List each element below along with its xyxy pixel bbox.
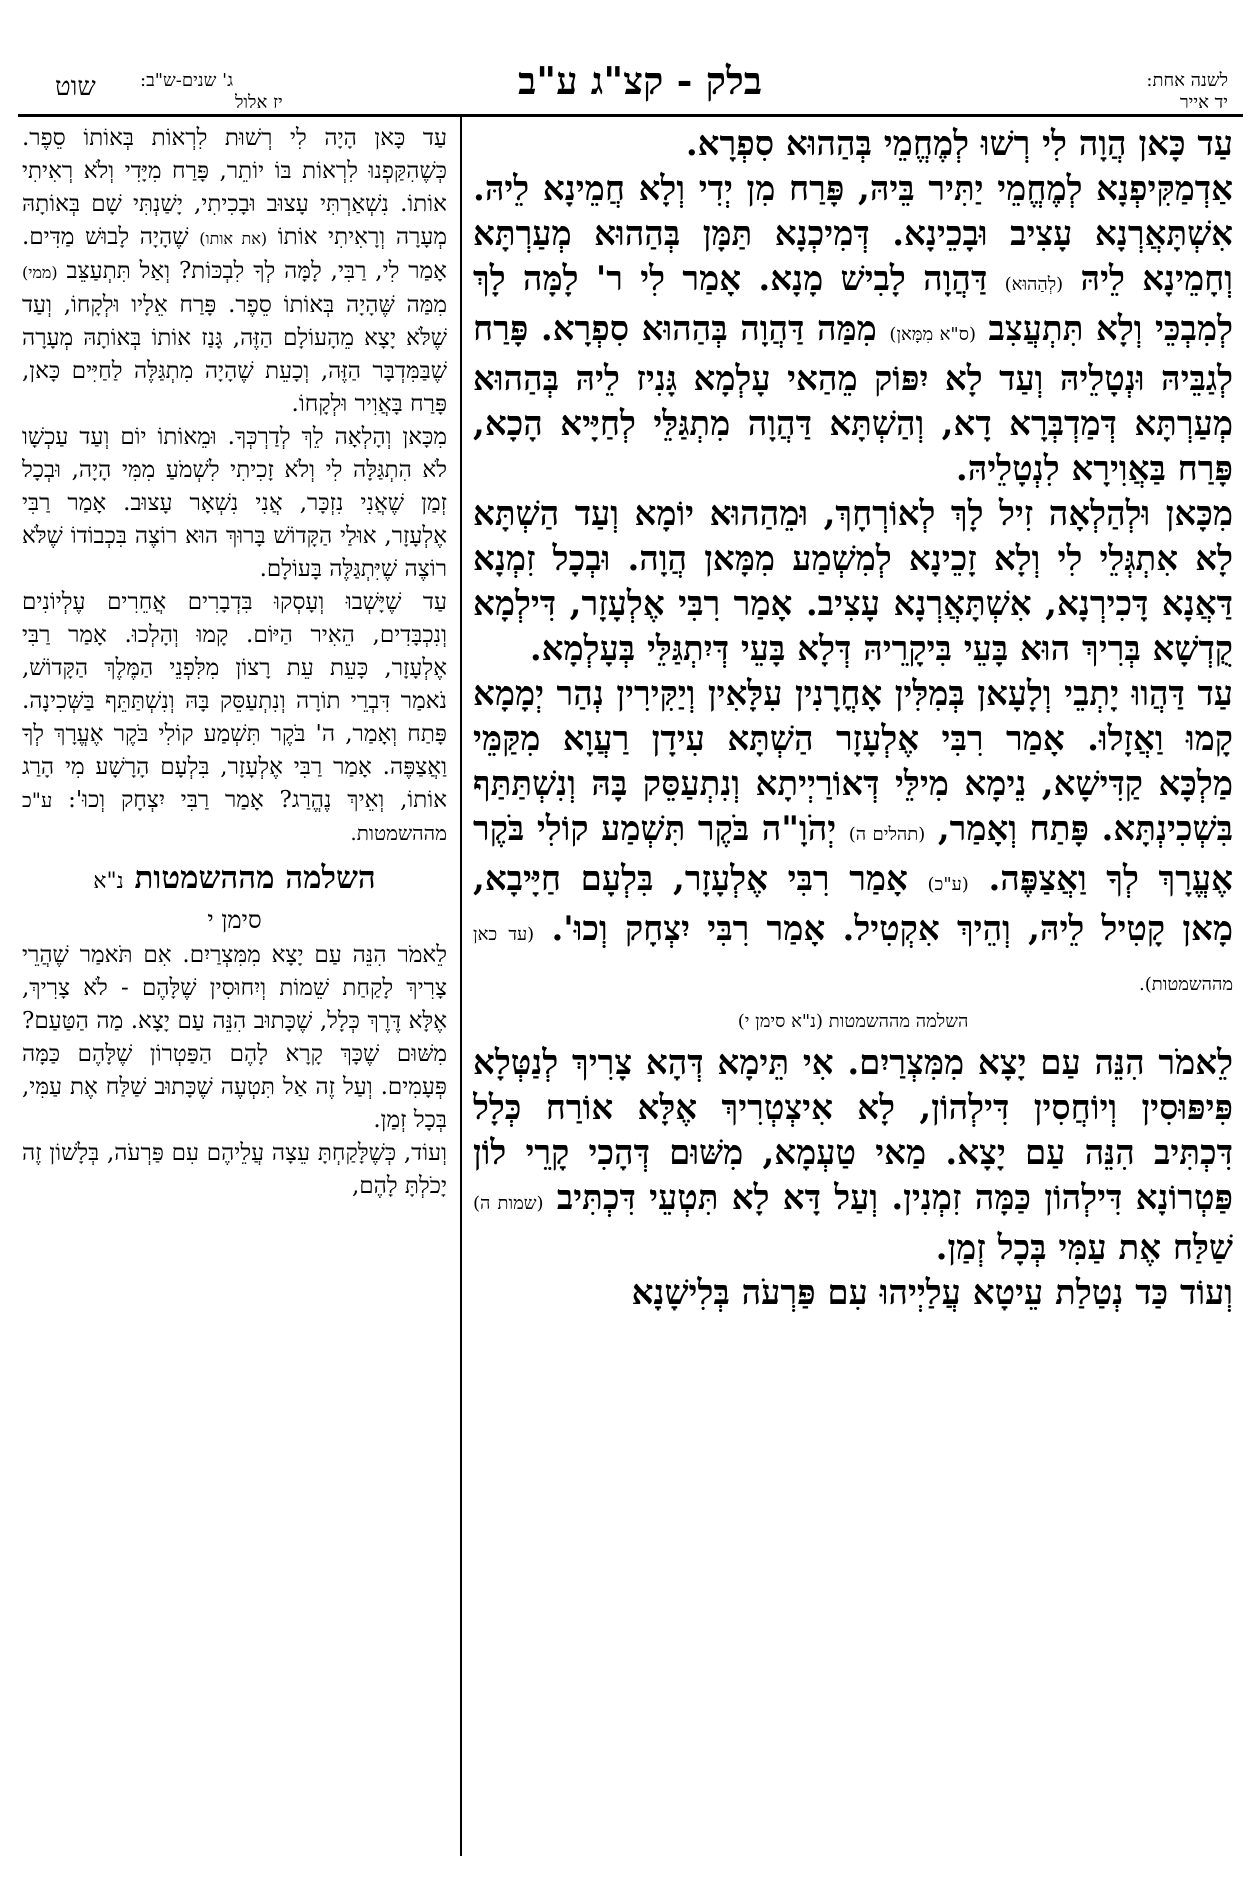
side-text: וְעוֹד, כְּשֶׁלָּקַחְתָּ עֵצָה עֲלֵיהֶם עִם פַּרְעֹה, בְּלָשׁוֹן זֶה יָכֹלְתָּ לָהֶם,: [22, 1140, 447, 1199]
header-date-3yr: יז אלול: [235, 92, 283, 113]
main-gloss: (ע"כ): [927, 874, 969, 895]
side-paragraph: [22, 421, 447, 586]
side-paragraph: [22, 122, 447, 421]
section-number: סימן י: [207, 906, 262, 934]
main-gloss: (תהלים ה): [848, 824, 926, 845]
column-divider: [460, 116, 462, 1856]
main-paragraph: [473, 122, 1233, 167]
page-title: בלק - קצ"ג ע"ב: [517, 58, 763, 103]
header-corner-label: שוט: [55, 72, 96, 102]
side-column-hebrew: [22, 122, 447, 1862]
main-text: מִכָּאן וּלְהַלְאָה זִיל לָךְ לְאוֹרְחָךְ, וּמֵהַהוּא יוֹמָא וְעַד הַשְׁתָּא לָא אִתְגְּלֵי לִי וְלָא זָכֵינָא לְמִשְׁמַע מִמָּאן הֲוָה. וּבְכָל זִמְנָא דַּאֲנָא דָּכִירְנָא, אִשְׁתָּאֲרְנָא עָצִיב. אָמַר רִבִּי אֶלְעָזָר, דִּילְמָא קֻדְשָׁא בְּרִיךְ הוּא בָּעֵי בִּיקָרֵיהּ דְּלָא בָּעֵי דְּיִתְגַּלֵּי בְּעָלְמָא.: [473, 494, 1233, 669]
main-text: לֵאמֹר הִנֵּה עַם יָצָא מִמִּצְרַיִם. אִי תֵּימָא דְּהָא צָרִיךְ לְנַטְּלָא פִּיפּוּסִין וְיוֹחֲסִין דִּילְהוֹן, לָא אִיצְטְרִיךְ אֶלָּא אוֹרַח כְּלָל דִּכְתִּיב הִנֵּה עַם יָצָא. מַאי טַעְמָא, מִשּׁוּם דְּהָכִי קָרֵי לוֹן פַּטְרוֹנָא דִּילְהוֹן כַּמָּה זִמְנִין. וְעַל דָּא לָא תִּטְעֵי דִּכְתִּיב: [473, 1043, 1233, 1218]
header-date-1yr: יד אייר: [1179, 92, 1228, 113]
main-paragraph: [473, 167, 1233, 492]
main-text: אַדְמַקִּיפְנָא לְמֶחֱמֵי יַתִּיר בֵּיהּ, פָּרַח מִן יְדִי וְלָא חֲמֵינָא לֵיהּ. אִשְׁתָּאֲרְנָא עָצִיב וּבָכֵינָא. דְּמִיכְנָא תַּמָּן בְּהַהוּא מְעַרְתָּא וְחָמֵינָא לֵיהּ: [473, 169, 1233, 299]
main-text: וְעוֹד כַּד נְטַלַת עֵיטָא עֲלַיְיהוּ עִם פַּרְעֹה בְּלִישָׁנָא: [631, 1273, 1233, 1313]
side-text: לֵאמֹר הִנֵּה עַם יָצָא מִמִּצְרַיִם. אִם תֹּאמַר שֶׁהֲרֵי צָרִיךְ לָקַחַת שֵׁמוֹת וְיִחוּסִין שֶׁלָּהֶם - לֹא צָרִיךְ, אֶלָּא דֶּרֶךְ כְּלָל, שֶׁכָּתוּב הִנֵּה עַם יָצָא. מַה הַטַּעַם? מִשּׁוּם שֶׁכָּךְ קָרָא לָהֶם הַפַּטְרוֹן שֶׁלָּהֶם כַּמָּה פְּעָמִים. וְעַל זֶה אַל תִּטְעֶה שֶׁכָּתוּב שַׁלַּח אֶת עַמִּי, בְּכָל זְמַן.: [22, 942, 447, 1133]
side-end-note: ע"כ מההשמטות.: [22, 788, 447, 845]
supplement-note: השלמה מההשמטות (נ"א סימן י): [737, 1011, 969, 1032]
main-paragraph: [473, 672, 1233, 1007]
main-paragraph: [473, 1271, 1233, 1316]
main-paragraph: [473, 492, 1233, 672]
main-text: אָמַר רִבִּי אֶלְעָזָר, בִּלְעָם חַיָּיבָא, מָאן קָטִיל לֵיהּ, וְהֵיךְ אִקְטִיל. אָמַר רִבִּי יִצְחָק וְכוּ'.: [473, 859, 1233, 949]
supplement-heading: [22, 860, 447, 896]
main-gloss: (עד כאן מההשמטות).: [473, 924, 1233, 995]
side-paragraph: [22, 1137, 447, 1203]
side-text: מִכָּאן וְהָלְאָה לֵךְ לְדַרְכְּךָ. וּמֵאוֹתוֹ יוֹם וְעַד עַכְשָׁו לֹא הִתְגַּלָּה לִי וְלֹא זָכִיתִי לִשְׁמֹעַ מִמִּי הָיָה, וּבְכָל זְמַן שֶׁאֲנִי נִזְכָּר, אֲנִי נִשְׁאָר עָצוּב. אָמַר רַבִּי אֶלְעָזָר, אוּלַי הַקָּדוֹשׁ בָּרוּךְ הוּא רוֹצֶה בִּכְבוֹדוֹ שֶׁלֹּא רוֹצֶה שֶׁיִּתְגַּלֶּה בָּעוֹלָם.: [22, 424, 447, 582]
side-text: מִמַּה שֶּׁהָיָה בְּאוֹתוֹ סֵפֶר. פָּרַח אֵלָיו וּלְקָחוֹ, וְעַד שֶׁלֹּא יָצָא מֵהָעוֹלָם הַזֶּה, גָּנַז אוֹתוֹ בְּאוֹתָהּ מְעָרָה שֶׁבַּמִּדְבָּר הַזֶּה, וְכָעֵת שֶׁהָיָה מִתְגַּלֶּה לַחַיִּים כָּאן, פָּרַח בָּאֲוִיר וּלְקָחוֹ.: [22, 292, 447, 417]
side-paragraph: [22, 586, 447, 850]
page-header: [0, 0, 1253, 113]
header-study-cycle-1yr: לשנה אחת:: [1146, 70, 1228, 91]
main-gloss: (לְהַהוּא): [1004, 274, 1064, 295]
side-paragraph: [22, 939, 447, 1137]
header-study-cycle-3yr: ג' שנים-ש"ב:: [140, 70, 234, 91]
main-text: דַּהֲוָה לָבִישׁ מָנָא. אָמַר לִי ר' לָמָּה לָךְ לְמִבְכֵּי וְלָא תִּתְעֲצִב: [473, 259, 1233, 349]
side-gloss: (את אותו): [199, 229, 268, 248]
supplement-tag: נ"א: [93, 869, 124, 894]
main-text: עַד דַּהֲווּ יָתְבֵי וְלָעָאן בְּמִלִּין אָחֳרָנִין עִלָּאִין וְיַקִּירִין נְהַר יְמָמָא קָמוּ וַאֲזָלוּ. אָמַר רִבִּי אֶלְעָזָר הַשְׁתָּא עִידָן רַעֲוָא מִקַּמֵּי מַלְכָּא קַדִּישָׁא, נֵימָא מִילֵּי דְּאוֹרַיְיתָא וְנִתְעַסֵּק בָּהּ וְנִשְׁתַּתַּף בִּשְׁכִינְתָּא. פָּתַח וְאָמַר,: [473, 674, 1233, 849]
supplement-title: השלמה מההשמטות: [134, 860, 376, 896]
main-column-aramaic: [473, 122, 1233, 1862]
main-text: שַׁלַּח אֶת עַמִּי בְּכָל זְמַן.: [935, 1228, 1233, 1268]
header-rule: [18, 114, 1243, 117]
side-text: עַד כָּאן הָיָה לִי רְשׁוּת לִרְאוֹת בְּאוֹתוֹ סֵפֶר. כְּשֶׁהִקַּפְנוּ לִרְאוֹת בּוֹ יוֹתֵר, פָּרַח מִיָּדִי וְלֹא רְאִיתִי אוֹתוֹ. נִשְׁאַרְתִּי עָצוּב וּבָכִיתִי, יָשַׁנְתִּי שָׁם בְּאוֹתָהּ מְעָרָה וְרָאִיתִי אוֹתוֹ: [22, 125, 447, 250]
main-text: מִמַּה דַּהֲוָה בְּהַהוּא סִפְרָא. פָּרַח לְגַבֵּיהּ וּנְטָלֵיהּ וְעַד לָא יִפּוֹק מֵהַאי עָלְמָא גָּנִיז לֵיהּ בְּהַהוּא מְעַרְתָּא דְּמַדְבְּרָא דָא, וְהַשְׁתָּא דַּהֲוָה מִתְגַּלֵּי לְחַיָּיא הָכָא, פָּרַח בַּאֲוִירָא לִנְטָלֵיהּ.: [473, 309, 1233, 489]
main-text: יְהֹוָ"ה בֹּקֶר תִּשְׁמַע קוֹלִי בֹּקֶר אֶעֱרָךְ לְךָ וַאֲצַפֶּה.: [473, 809, 1233, 899]
side-text: שֶׁהָיָה לָבוּשׁ מַדִּים. אָמַר לִי, רַבִּי, לָמָּה לְךָ לִבְכּוֹת? וְאַל תִּתְעַצֵּב: [22, 224, 447, 284]
main-gloss: (שמות ה): [473, 1193, 544, 1214]
main-gloss: (ס"א מִמָּאן): [889, 324, 976, 345]
main-text: עַד כָּאן הֲוָה לִי רְשׁוּ לְמֶחֱמֵי בְּהַהוּא סִפְרָא.: [685, 124, 1233, 164]
side-text: עַד שֶׁיָּשְׁבוּ וְעָסְקוּ בִּדְבָרִים אֲחֵרִים עֶלְיוֹנִים וְנִכְבָּדִים, הֵאִיר הַיּוֹם. קָמוּ וְהָלְכוּ. אָמַר רַבִּי אֶלְעָזָר, כָּעֵת עֵת רָצוֹן מִלִּפְנֵי הַמֶּלֶךְ הַקָּדוֹשׁ, נֹאמַר דִּבְרֵי תוֹרָה וְנִתְעַסֵּק בָּהּ וְנִשְׁתַּתֵּף בַּשְּׁכִינָה. פָּתַח וְאָמַר, ה' בֹּקֶר תִּשְׁמַע קוֹלִי בֹּקֶר אֶעֱרָךְ לְךָ וַאֲצַפֶּה. אָמַר רַבִּי אֶלְעָזָר, בִּלְעָם הָרָשָׁע מִי הָרַג אוֹתוֹ, וְאֵיךְ נֶהֱרַג? אָמַר רַבִּי יִצְחָק וְכוּ':: [22, 589, 447, 813]
side-gloss: (ממי): [22, 263, 58, 282]
main-paragraph: [473, 1041, 1233, 1271]
